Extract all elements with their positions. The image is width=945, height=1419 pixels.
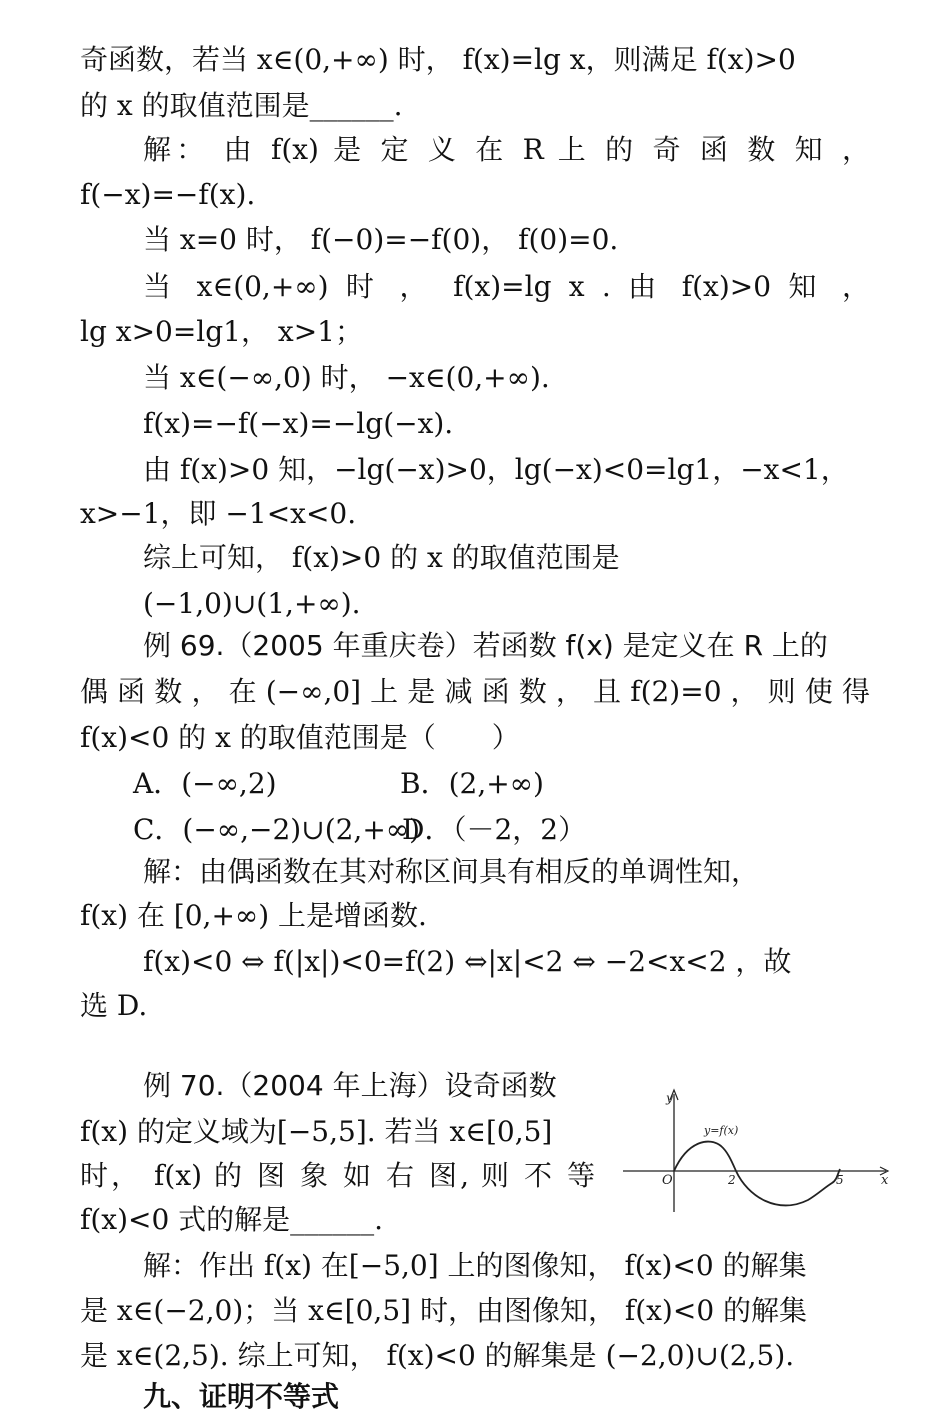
text-line: 时， f(x) 的 图 象 如 右 图, 则 不 等 <box>80 1159 595 1192</box>
text-line: lg x>0=lg1， x>1； <box>80 315 363 348</box>
text-line: f(x)<0 式的解是______. <box>80 1203 384 1236</box>
text-line: f(x)<0 ⇔ f(|x|)<0=f(2) ⇔|x|<2 ⇔ −2<x<2 ，故 <box>143 945 792 978</box>
option-c: C．(−∞,−2)∪(2,+∞) <box>133 813 421 846</box>
text-line: 选 D. <box>80 989 148 1022</box>
option-b: B．(2,+∞) <box>400 767 544 800</box>
example-69-heading: 例 69.（2005 年重庆卷）若函数 f(x) 是定义在 R 上的 <box>143 629 828 662</box>
text-line: 偶 函 数 ， 在 (−∞,0] 上 是 减 函 数 ， 且 f(2)=0 ， 则 使 得 <box>80 675 870 708</box>
text-line: f(−x)=−f(x). <box>80 178 256 211</box>
text-line: f(x) 的定义域为[−5,5]. 若当 x∈[0,5] <box>80 1115 553 1148</box>
text-line: 由 f(x)>0 知，−lg(−x)>0，lg(−x)<0=lg1，−x<1， <box>143 453 849 486</box>
option-d: D．（－2，2） <box>402 813 587 846</box>
text-line: 当 x∈(−∞,0) 时， −x∈(0,+∞). <box>143 361 550 394</box>
option-a: A．(−∞,2) <box>133 767 277 800</box>
curve-label: y=f(x) <box>704 1124 739 1137</box>
text-line: 是 x∈(−2,0)；当 x∈[0,5] 时，由图像知， f(x)<0 的解集 <box>80 1294 808 1327</box>
text-line: f(x)<0 的 x 的取值范围是（ ） <box>80 721 520 754</box>
function-curve <box>674 1142 840 1206</box>
tick-label-2: 2 <box>728 1173 736 1187</box>
text-line: x>−1，即 −1<x<0. <box>80 497 357 530</box>
text-line: 是 x∈(2,5). 综上可知， f(x)<0 的解集是 (−2,0)∪(2,5). <box>80 1339 795 1372</box>
text-line: f(x) 在 [0,+∞) 上是增函数. <box>80 899 427 932</box>
x-axis-label: x <box>881 1173 889 1188</box>
example-70-heading: 例 70.（2004 年上海）设奇函数 <box>143 1069 557 1102</box>
text-line: 奇函数，若当 x∈(0,+∞) 时， f(x)=lg x，则满足 f(x)>0 <box>80 43 796 76</box>
text-line: 解：由偶函数在其对称区间具有相反的单调性知， <box>143 855 760 888</box>
tick-label-5: 5 <box>836 1173 844 1187</box>
origin-label: O <box>662 1173 673 1188</box>
text-line: 的 x 的取值范围是______. <box>80 89 403 122</box>
text-line: 当 x∈(0,+∞) 时 ， f(x)=lg x . 由 f(x)>0 知 ， <box>143 270 870 303</box>
text-line: (−1,0)∪(1,+∞). <box>143 587 361 620</box>
text-line: 当 x=0 时， f(−0)=−f(0)， f(0)=0. <box>143 223 619 256</box>
text-line: 解：作出 f(x) 在[−5,0] 上的图像知， f(x)<0 的解集 <box>143 1249 807 1282</box>
function-graph <box>618 1082 898 1217</box>
text-line: f(x)=−f(−x)=−lg(−x). <box>143 407 454 440</box>
text-line: 解： 由 f(x) 是 定 义 在 R 上 的 奇 函 数 知 ， <box>143 133 870 166</box>
section-heading: 九、证明不等式 <box>143 1380 340 1413</box>
y-axis-label: y <box>666 1091 673 1105</box>
text-line: 综上可知， f(x)>0 的 x 的取值范围是 <box>143 541 620 574</box>
graph-svg <box>618 1082 898 1217</box>
